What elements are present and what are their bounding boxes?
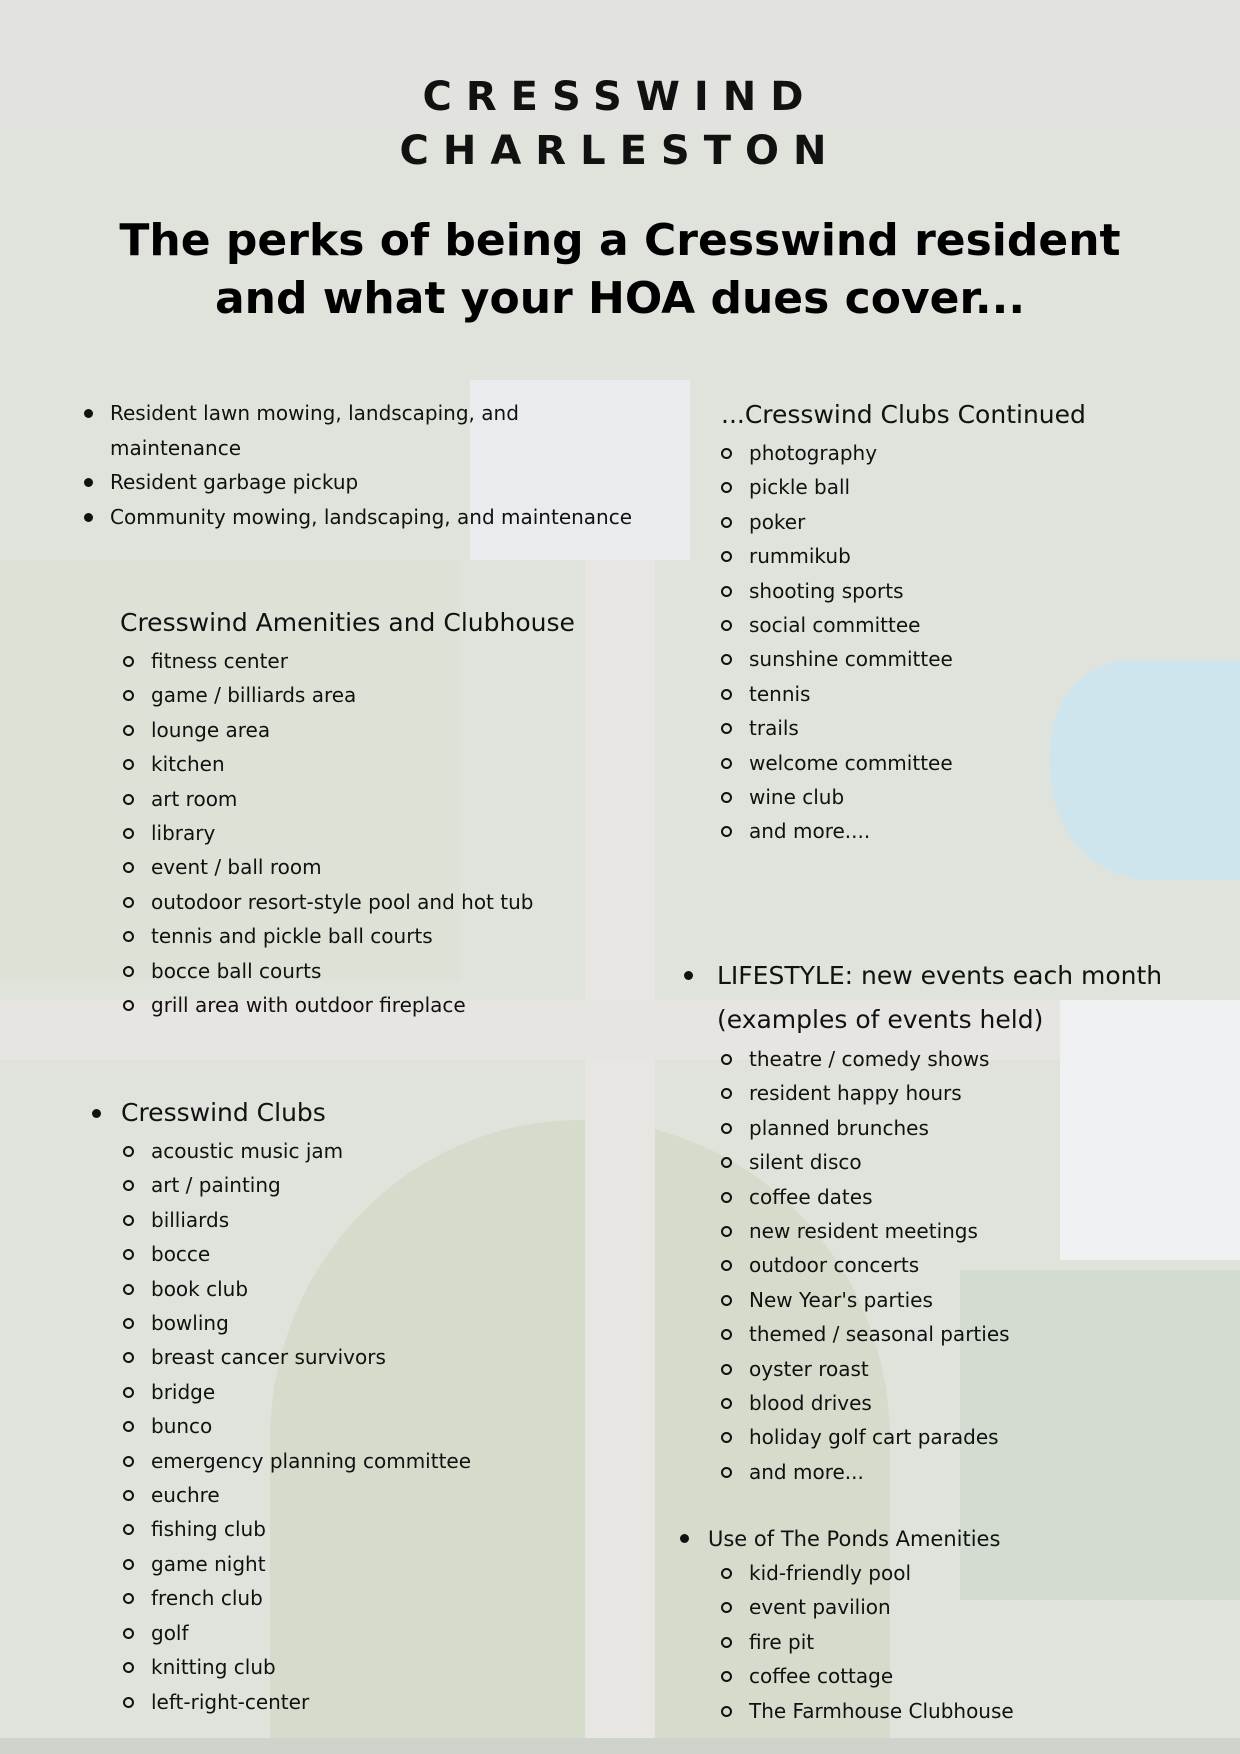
list-item: art / painting xyxy=(123,1168,612,1202)
lifestyle-events-list xyxy=(721,1042,1184,1489)
list-item: breast cancer survivors xyxy=(123,1340,612,1374)
list-item: blood drives xyxy=(721,1386,1184,1420)
list-item: social committee xyxy=(721,608,1201,642)
list-item: billiards xyxy=(123,1203,612,1237)
list-item: library xyxy=(123,816,600,850)
list-item: tennis xyxy=(721,677,1201,711)
list-item: book club xyxy=(123,1272,612,1306)
lifestyle-bullet xyxy=(684,954,1184,1042)
ponds-bullet xyxy=(680,1522,1180,1556)
list-item: golf xyxy=(123,1616,612,1650)
page-title xyxy=(60,212,1180,328)
resident-services-list xyxy=(84,396,644,534)
list-item: knitting club xyxy=(123,1650,612,1684)
list-item: coffee dates xyxy=(721,1180,1184,1214)
list-item: tennis and pickle ball courts xyxy=(123,919,600,953)
brand-line-2: CHARLESTON xyxy=(399,128,841,174)
list-item: poker xyxy=(721,505,1201,539)
list-item: planned brunches xyxy=(721,1111,1184,1145)
list-item: art room xyxy=(123,782,600,816)
list-item: euchre xyxy=(123,1478,612,1512)
list-item: kid-friendly pool xyxy=(721,1556,1180,1590)
clubs-bullet xyxy=(92,1094,612,1132)
list-item: themed / seasonal parties xyxy=(721,1317,1184,1351)
brand-line-1: CRESSWIND xyxy=(422,74,818,120)
list-item: theatre / comedy shows xyxy=(721,1042,1184,1076)
list-item: sunshine committee xyxy=(721,642,1201,676)
list-item: game night xyxy=(123,1547,612,1581)
list-item: left-right-center xyxy=(123,1685,612,1719)
list-item: bowling xyxy=(123,1306,612,1340)
ponds-heading: Use of The Ponds Amenities xyxy=(680,1522,1180,1556)
clubs-list xyxy=(123,1134,612,1719)
list-item: bunco xyxy=(123,1409,612,1443)
list-item: and more.... xyxy=(721,814,1201,848)
list-item: event pavilion xyxy=(721,1590,1180,1624)
ponds-amenities-list xyxy=(721,1556,1180,1728)
list-item: bridge xyxy=(123,1375,612,1409)
amenities-section xyxy=(120,604,600,1022)
list-item: Resident lawn mowing, landscaping, and maintenance xyxy=(84,396,644,465)
list-item: coffee cottage xyxy=(721,1659,1180,1693)
list-item: welcome committee xyxy=(721,746,1201,780)
list-item: resident happy hours xyxy=(721,1076,1184,1110)
list-item: New Year's parties xyxy=(721,1283,1184,1317)
list-item: game / billiards area xyxy=(123,678,600,712)
list-item: rummikub xyxy=(721,539,1201,573)
list-item: photography xyxy=(721,436,1201,470)
list-item: acoustic music jam xyxy=(123,1134,612,1168)
list-item: shooting sports xyxy=(721,574,1201,608)
list-item: kitchen xyxy=(123,747,600,781)
list-item: outdoor concerts xyxy=(721,1248,1184,1282)
brand-logo-text xyxy=(0,70,1240,178)
clubs-continued-section xyxy=(721,396,1201,849)
title-line-1: The perks of being a Cresswind resident xyxy=(119,215,1121,266)
lifestyle-section xyxy=(684,954,1184,1489)
list-item: Resident garbage pickup xyxy=(84,465,644,500)
list-item: The Farmhouse Clubhouse xyxy=(721,1694,1180,1728)
amenities-heading: Cresswind Amenities and Clubhouse xyxy=(120,608,575,637)
resident-services-section xyxy=(84,396,644,534)
list-item: new resident meetings xyxy=(721,1214,1184,1248)
list-item: fishing club xyxy=(123,1512,612,1546)
list-item: pickle ball xyxy=(721,470,1201,504)
list-item: oyster roast xyxy=(721,1352,1184,1386)
list-item: lounge area xyxy=(123,713,600,747)
list-item: Community mowing, landscaping, and maintenance xyxy=(84,500,644,535)
clubs-continued-list xyxy=(721,436,1201,849)
list-item: silent disco xyxy=(721,1145,1184,1179)
clubs-continued-heading: ...Cresswind Clubs Continued xyxy=(721,400,1086,429)
list-item: and more... xyxy=(721,1455,1184,1489)
list-item: fitness center xyxy=(123,644,600,678)
list-item: outodoor resort-style pool and hot tub xyxy=(123,885,600,919)
list-item: bocce ball courts xyxy=(123,954,600,988)
list-item: bocce xyxy=(123,1237,612,1271)
clubs-heading-text: Cresswind Clubs xyxy=(121,1098,326,1127)
list-item: holiday golf cart parades xyxy=(721,1420,1184,1454)
list-item: emergency planning committee xyxy=(123,1444,612,1478)
list-item: fire pit xyxy=(721,1625,1180,1659)
title-line-2: and what your HOA dues cover... xyxy=(214,273,1026,324)
list-item: event / ball room xyxy=(123,850,600,884)
list-item: wine club xyxy=(721,780,1201,814)
list-item: french club xyxy=(123,1581,612,1615)
clubs-heading xyxy=(92,1094,612,1132)
list-item: trails xyxy=(721,711,1201,745)
lifestyle-heading: LIFESTYLE: new events each month (examples of events held) xyxy=(684,954,1184,1042)
amenities-list xyxy=(123,644,600,1022)
clubs-section xyxy=(92,1094,612,1719)
ponds-amenities-section xyxy=(680,1522,1180,1728)
list-item: grill area with outdoor fireplace xyxy=(123,988,600,1022)
